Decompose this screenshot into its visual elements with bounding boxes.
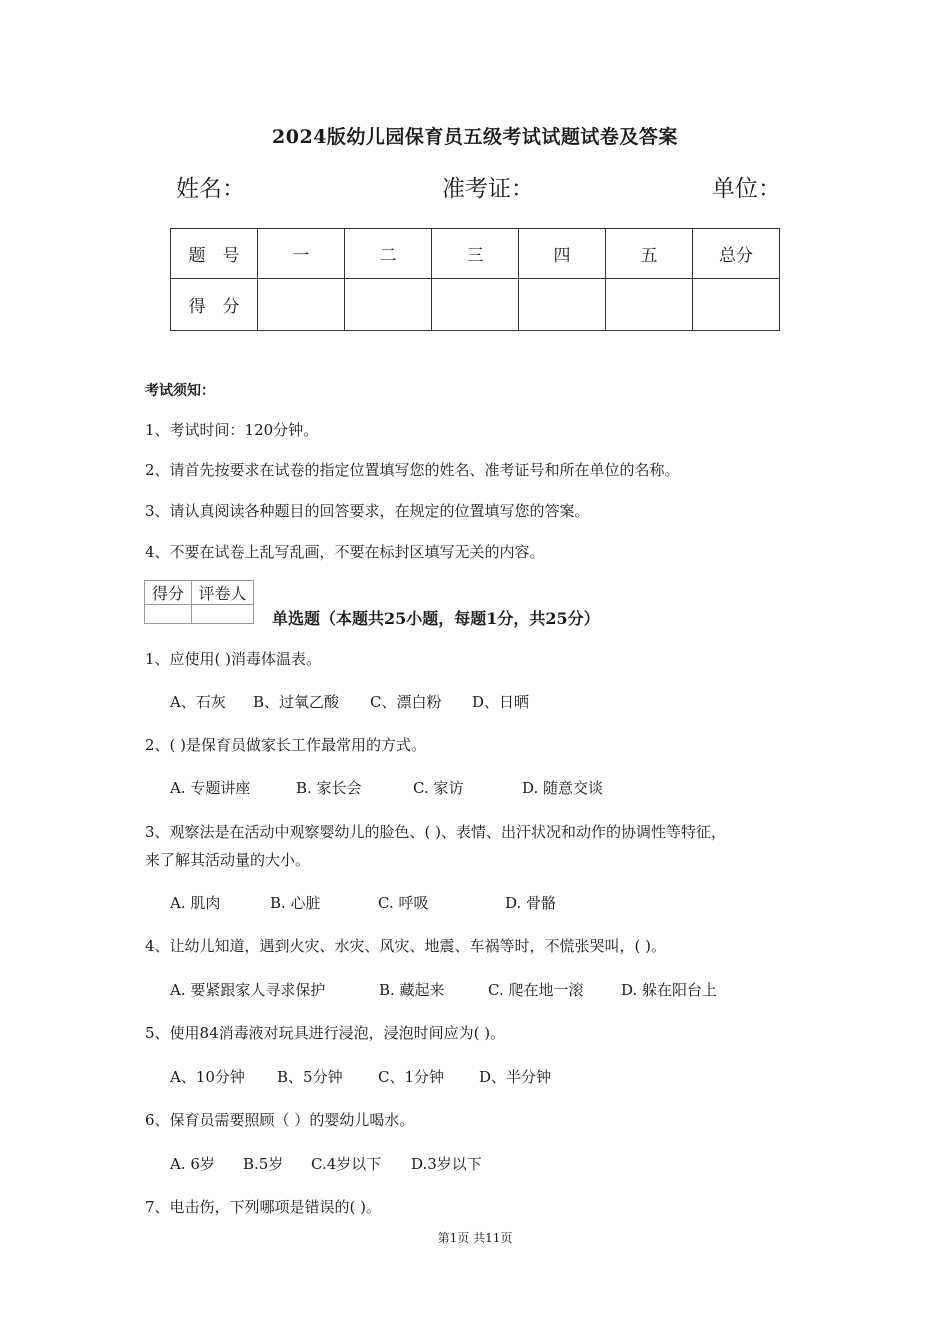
- question-6-option-d[interactable]: D.3岁以下: [411, 1155, 482, 1173]
- score-header-label: 题 号: [171, 229, 258, 279]
- question-2-option-c[interactable]: C. 家访: [413, 779, 464, 797]
- question-2-option-a[interactable]: A. 专题讲座: [170, 779, 251, 797]
- score-table-header-row: [171, 229, 780, 279]
- question-3-option-d[interactable]: D. 骨骼: [505, 894, 557, 912]
- score-cell-3[interactable]: [432, 279, 519, 331]
- score-header-5: 五: [606, 229, 693, 279]
- question-6-stem: 6、保育员需要照顾（ ）的婴幼儿喝水。: [145, 1111, 415, 1129]
- note-item-2: 2、请首先按要求在试卷的指定位置填写您的姓名、准考证号和所在单位的名称。: [145, 461, 680, 479]
- note-item-1: 1、考试时间：120分钟。: [145, 421, 319, 439]
- score-header-total: 总分: [693, 229, 780, 279]
- question-6-option-c[interactable]: C.4岁以下: [311, 1155, 382, 1173]
- grader-score-cell[interactable]: [145, 605, 192, 624]
- grader-name-cell[interactable]: [192, 605, 254, 624]
- notes-heading: 考试须知：: [145, 383, 215, 399]
- score-row-label: 得 分: [171, 279, 258, 331]
- question-5-option-b[interactable]: B、5分钟: [277, 1068, 343, 1086]
- score-header-4: 四: [519, 229, 606, 279]
- grader-score-label: 得分: [145, 581, 192, 605]
- grader-box: [144, 580, 254, 624]
- score-cell-5[interactable]: [606, 279, 693, 331]
- grader-name-label: 评卷人: [192, 581, 254, 605]
- question-1-option-c[interactable]: C、漂白粉: [370, 693, 442, 711]
- score-cell-1[interactable]: [258, 279, 345, 331]
- score-header-1: 一: [258, 229, 345, 279]
- exam-title: 2024版幼儿园保育员五级考试试题试卷及答案: [272, 126, 678, 148]
- name-field-label: 姓名：: [176, 176, 245, 202]
- score-cell-4[interactable]: [519, 279, 606, 331]
- question-5-option-c[interactable]: C、1分钟: [378, 1068, 445, 1086]
- question-5-option-a[interactable]: A、10分钟: [170, 1068, 245, 1086]
- question-6-option-b[interactable]: B.5岁: [243, 1155, 284, 1173]
- exam-number-field-label: 准考证：: [442, 176, 534, 202]
- score-table-score-row: [171, 279, 780, 331]
- question-6-option-a[interactable]: A. 6岁: [170, 1155, 215, 1173]
- score-header-2: 二: [345, 229, 432, 279]
- score-cell-total[interactable]: [693, 279, 780, 331]
- question-3-stem: 3、观察法是在活动中观察婴幼儿的脸色、( )、表情、出汗状况和动作的协调性等特征，: [145, 823, 727, 841]
- note-item-3: 3、请认真阅读各种题目的回答要求，在规定的位置填写您的答案。: [145, 502, 590, 520]
- question-1-option-d[interactable]: D、日晒: [472, 693, 530, 711]
- question-1-option-b[interactable]: B、过氧乙酸: [253, 693, 340, 711]
- question-2-option-d[interactable]: D. 随意交谈: [522, 779, 604, 797]
- question-3-option-c[interactable]: C. 呼吸: [378, 894, 429, 912]
- score-header-3: 三: [432, 229, 519, 279]
- question-4-option-d[interactable]: D. 躲在阳台上: [621, 981, 718, 999]
- score-table: [170, 228, 780, 331]
- question-7-stem: 7、电击伤，下列哪项是错误的( )。: [145, 1198, 382, 1216]
- question-3-option-a[interactable]: A. 肌肉: [170, 894, 221, 912]
- score-cell-2[interactable]: [345, 279, 432, 331]
- question-3-stem-continued: 来了解其活动量的大小。: [145, 851, 311, 869]
- question-4-stem: 4、让幼儿知道，遇到火灾、水灾、风灾、地震、车祸等时，不慌张哭叫，( )。: [145, 937, 667, 955]
- unit-field-label: 单位：: [712, 176, 781, 202]
- section-title: 单选题（本题共25小题，每题1分，共25分）: [272, 609, 600, 628]
- question-1-option-a[interactable]: A、石灰: [170, 693, 226, 711]
- note-item-4: 4、不要在试卷上乱写乱画，不要在标封区填写无关的内容。: [145, 543, 545, 561]
- question-2-stem: 2、( )是保育员做家长工作最常用的方式。: [145, 736, 427, 754]
- page-footer: 第1页 共11页: [437, 1231, 513, 1245]
- question-2-option-b[interactable]: B. 家长会: [296, 779, 362, 797]
- question-5-stem: 5、使用84消毒液对玩具进行浸泡，浸泡时间应为( )。: [145, 1024, 506, 1042]
- question-1-stem: 1、应使用( )消毒体温表。: [145, 650, 322, 668]
- question-5-option-d[interactable]: D、半分钟: [479, 1068, 552, 1086]
- question-4-option-a[interactable]: A. 要紧跟家人寻求保护: [170, 981, 326, 999]
- question-4-option-c[interactable]: C. 爬在地一滚: [488, 981, 584, 999]
- question-4-option-b[interactable]: B. 藏起来: [379, 981, 445, 999]
- question-3-option-b[interactable]: B. 心脏: [270, 894, 321, 912]
